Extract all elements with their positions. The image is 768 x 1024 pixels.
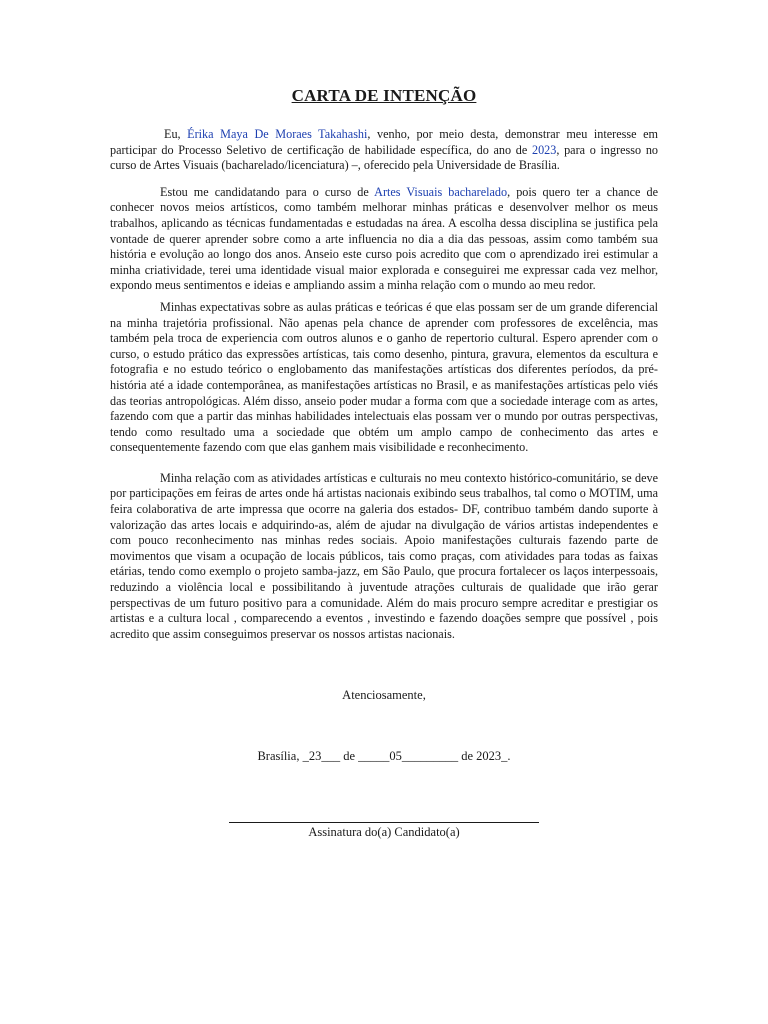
paragraph-intro xyxy=(110,127,658,174)
signature-label: Assinatura do(a) Candidato(a) xyxy=(308,825,460,839)
closing-salutation: Atenciosamente, xyxy=(342,688,426,702)
selection-year: 2023 xyxy=(531,142,557,157)
intro-text-start: Eu, xyxy=(164,127,188,141)
course-name: Artes Visuais bacharelado xyxy=(374,184,508,199)
motivation-text-end: , pois quero ter a chance de conhecer novos meios artísticos, como também melhorar minhas práticas e desenvolver melhor os meus trabalhos, aplicando as técnicas fundamentadas e estudadas na área. A escolha dessa disciplina se justifica pela vontade de querer aprender sobre como a arte influencia no dia a dia das pessoas, assim como também sua história e evolução ao longo dos anos. Anseio este curso pois acredito que com o aprendizado irei estimular a minha criatividade, terei uma identidade visual maior explorada e conseguirei me expressar cada vez melhor, expondo meus sentimentos e ideias e ampliando assim a minha relação com o mundo ao meu redor. xyxy=(110,184,659,293)
signature-line xyxy=(229,822,539,823)
paragraph-expectations: Minhas expectativas sobre as aulas práticas e teóricas é que elas possam ser de um grande diferencial na minha trajetória profissional. Não apenas pela chance de aprender com professores de excelência, mas também pela troca de experiencia com outros alunos e o ganho de repertorio cultural. Espero aprender com o curso, o estudo prático das expressões artísticas, tais como desenho, pintura, gravura, elementos da escultura e fotografia e no estudo teórico o englobamento das manifestações artísticas dos diferentes períodos, da pré-história até a idade contemporânea, as manifestações artísticas no Brasil, e as manifestações artísticas pelo viés das teorias antropológicas. Além disso, anseio poder mudar a forma com que a sociedade interage com as artes, fazendo com que a partir das minhas habilidades intelectuais elas possam ver o mundo por outras perspectivas, tendo como resultado uma a sociedade que obtém um amplo campo de conhecimento das artes e consequentemente fazendo com que elas ganhem mais visibilidade e reconhecimento. xyxy=(110,299,658,455)
motivation-text-start: Estou me candidatando para o curso de xyxy=(160,184,375,199)
paragraph-cultural-activities: Minha relação com as atividades artísticas e culturais no meu contexto histórico-comunitário, se deve por participações em feiras de artes onde há artistas nacionais exibindo seus trabalhos, tal como o MOTIM, uma feira colaborativa de arte impressa que ocorre na galeria dos estados- DF, contribuo também dando suporte à valorização das artes locais e adquirindo-as, além de ajudar na divulgação de vários artistas independentes e com pouco reconhecimento nas minhas redes sociais. Apoio manifestações culturais fazendo parte de movimentos que visam a ocupação de locais públicos, tais como praças, com atividades para todas as faixas etárias, tendo como exemplo o projeto samba-jazz, em São Paulo, que procura fortalecer os laços interpessoais, reduzindo a violência local e possibilitando à juventude atrações culturais de qualidade que irão gerar perspectivas de um futuro positivo para a comunidade. Além do mais procuro sempre acreditar e prestigiar os artistas e a cultura local , comparecendo a eventos , investindo e fazendo doações sempre que possível , pois acredito que assim conseguimos preservar os nossos artistas nacionais. xyxy=(110,470,658,641)
candidate-name: Érika Maya De Moraes Takahashi xyxy=(187,127,368,141)
intro-text-middle: , venho, por meio desta, demonstrar meu interesse em participar do Processo Seletivo de certificação de habilidade específica, do ano de xyxy=(110,127,658,157)
paragraph-motivation xyxy=(110,185,658,294)
letter-body xyxy=(110,127,658,642)
intro-text-end: , para o ingresso no curso de Artes Visuais (bacharelado/licenciatura) –, oferecido pela Universidade de Brasília. xyxy=(110,142,659,173)
document-title: CARTA DE INTENÇÃO xyxy=(291,86,477,105)
date-line: Brasília, _23___ de _____05_________ de 2023_. xyxy=(257,749,511,763)
